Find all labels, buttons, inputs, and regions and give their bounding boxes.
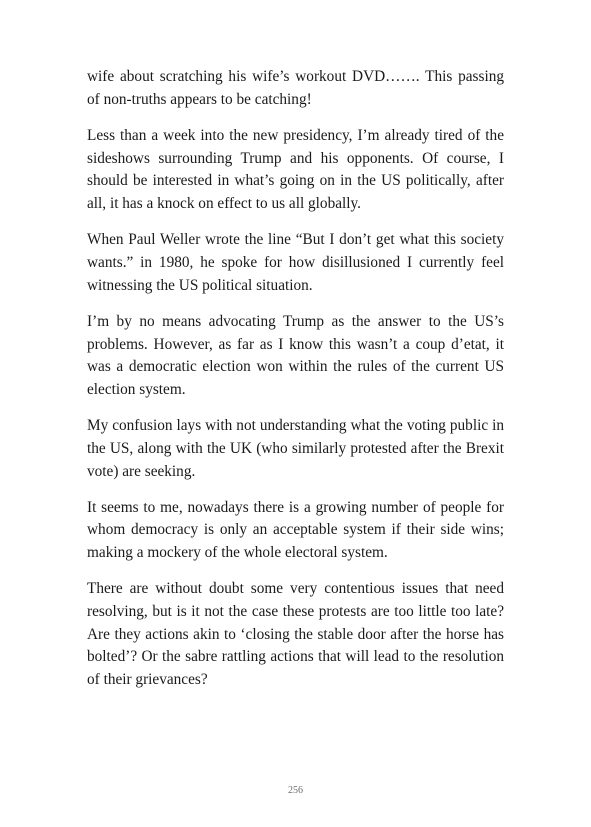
paragraph-5: My confusion lays with not understanding what the voting public in the US, along with the UK (who similarly protested after the Brexit vote) are seeking.: [87, 417, 504, 480]
paragraph-6: It seems to me, nowadays there is a growing number of people for whom democracy is only an acceptable system if their side wins; making a mockery of the whole electoral system.: [87, 498, 504, 562]
page-number: 256: [288, 785, 303, 796]
paragraph-3: When Paul Weller wrote the line “But I don’t get what this society wants.” in 1980, he spoke for how disillusioned I currently feel witnessing the US political situation.: [87, 231, 504, 294]
paragraph-2: Less than a week into the new presidency, I’m already tired of the sideshows surrounding Trump and his opponents. Of course, I should be interested in what’s going on in the US politically, after all, it has a knock on effect to us all globally.: [87, 126, 504, 213]
paragraph-7: There are without doubt some very contentious issues that need resolving, but is it not the case these protests are too little too late? Are they actions akin to ‘closing the stable door after the horse has bolted’? Or the sabre rattling actions that will lead to the resolution of their grievances?: [87, 580, 504, 689]
paragraph-4: I’m by no means advocating Trump as the answer to the US’s problems. However, as far as I know this wasn’t a coup d’etat, it was a democratic election won within the rules of the current US election system.: [87, 312, 504, 398]
body-text: [87, 66, 504, 705]
paragraph-1: wife about scratching his wife’s workout DVD……. This passing of non-truths appears to be catching!: [87, 68, 504, 108]
